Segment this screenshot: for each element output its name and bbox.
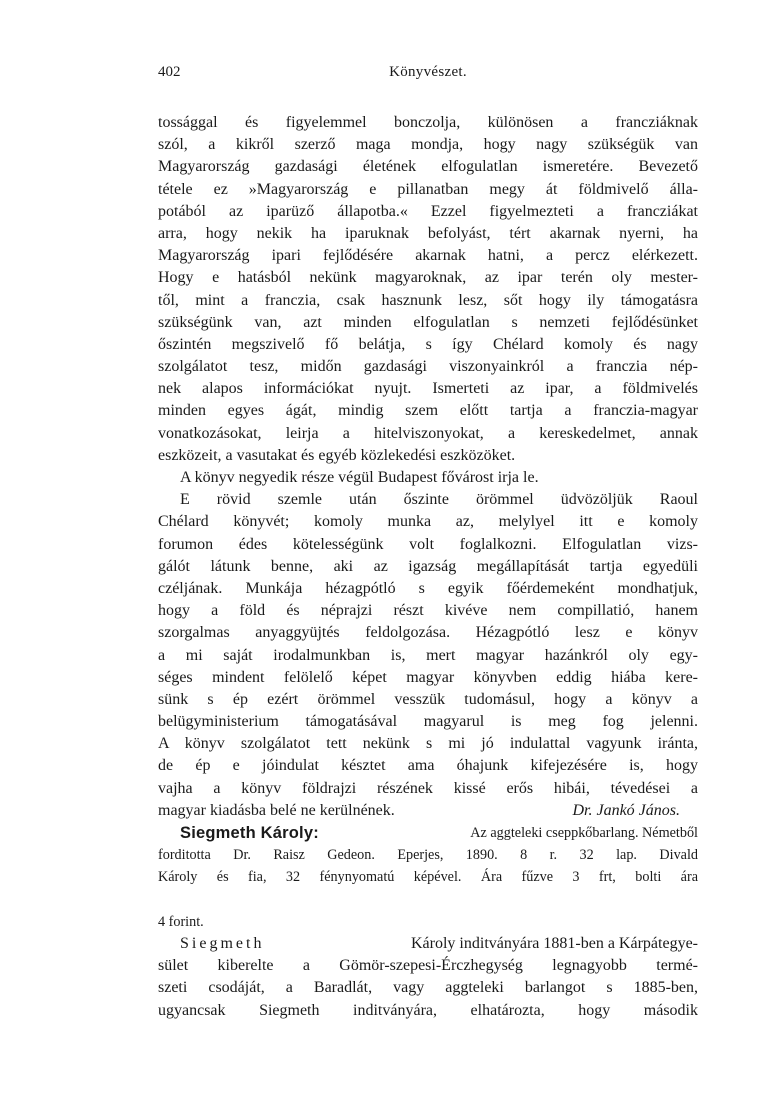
text-line: sület kiberelte a Gömör-szepesi-Érczhegység legnagyobb termé- — [158, 957, 698, 975]
review-closing-line — [158, 800, 698, 822]
running-title: Könyvészet. — [389, 64, 467, 80]
bibliography-line: Károly és fia, 32 fénynyomatú képével. Ára fűzve 3 frt, bolti ára — [158, 869, 698, 886]
text-line: ugyancsak Siegmeth inditványára, elhatározta, hogy második — [158, 1001, 698, 1019]
text-line: től, mint a franczia, csak hasznunk lesz, sőt hogy ily támogatásra — [158, 291, 698, 309]
text-line: szolgálatot tesz, midőn gazdasági viszonyainkról a franczia nép- — [158, 358, 698, 376]
text-line: sünk s ép ezért örömmel vesszük tudomásul, hogy a könyv a — [158, 690, 698, 708]
text-line: a mi saját irodalmunkban is, mert magyar hazánkról oly egy- — [158, 646, 698, 664]
text-line: A könyv negyedik része végül Budapest fővárost irja le. — [180, 469, 539, 486]
text-line: szól, a kikről szerző maga mondja, hogy nagy szükségük van — [158, 136, 698, 154]
body-first-line — [158, 933, 698, 955]
page-header — [158, 64, 698, 86]
bibliography-line: forditotta Dr. Raisz Gedeon. Eperjes, 1890. 8 r. 32 lap. Divald — [158, 847, 698, 864]
text-line: minden egyes ágát, mindig szem előtt tartja a franczia-magyar — [158, 402, 698, 420]
text-line: gálót látunk benne, aki az igazság megállapítását tartja egyedüli — [158, 557, 698, 575]
text-line: szükségünk van, azt minden elfogulatlan s nemzeti fejlődésünket — [158, 313, 698, 331]
review-paragraph-2 — [158, 489, 698, 800]
text-line: vajha a könyv földrajzi részének kissé erős hibái, tévedései a — [158, 779, 698, 797]
text-line: Magyarország gazdasági életének elfogulatlan ismeretére. Bevezető — [158, 158, 698, 176]
text-line: de ép e jóindulat késztet ama óhajunk kifejezésére is, hogy — [158, 757, 698, 775]
text-line: szeti csodáját, a Baradlát, vagy aggteleki barlangot s 1885-ben, — [158, 979, 698, 997]
body-first-line-rest: Károly inditványára 1881-ben a Kárpátegye- — [411, 934, 698, 952]
bibliography-last-line: 4 forint. — [158, 913, 204, 930]
bibliography-entry-first-line — [158, 822, 698, 844]
text-line: E rövid szemle után őszinte örömmel üdvözöljük Raoul — [180, 491, 698, 509]
text-line: eszközeit, a vasutakat és egyéb közlekedési eszközöket. — [158, 446, 516, 464]
page-number: 402 — [158, 64, 181, 80]
text-line: Magyarország ipari fejlődésére akarnak hatni, a percz elérkezett. — [158, 247, 698, 265]
review-paragraph-1 — [158, 112, 698, 467]
text-line: séges mindent felölelő képet magyar könyvben eddig hiába kere- — [158, 668, 698, 686]
text-line: tétele ez »Magyarország e pillanatban megy át földmivelő álla- — [158, 180, 698, 198]
text-line: vonatkozásokat, leirja a hitelviszonyokat, a kereskedelmet, annak — [158, 424, 698, 442]
entry-author: Siegmeth Károly: — [180, 824, 319, 842]
text-line: belügyministerium támogatásával magyarul is meg fog jelenni. — [158, 713, 698, 731]
text-line: Hogy e hatásból nekünk magyaroknak, az ipar terén oly mester- — [158, 269, 698, 287]
text-line: czéljának. Munkája hézagpótló s egyik főérdemeként mondhatjuk, — [158, 579, 698, 597]
body-first-word: Siegmeth — [180, 934, 265, 952]
text-line: őszintén megszivelő fő belátja, s így Chélard komoly és nagy — [158, 335, 698, 353]
text-line: hogy a föld és néprajzi részt kivéve nem compillatió, hanem — [158, 602, 698, 620]
text-line: potából az iparüző állapotba.« Ezzel figyelmezteti a francziákat — [158, 202, 698, 220]
entry-title: Az aggteleki cseppkőbarlang. Németből — [470, 825, 698, 841]
bibliography-line — [158, 889, 698, 911]
text-line: tossággal és figyelemmel bonczolja, különösen a francziáknak — [158, 114, 698, 131]
review-signature: Dr. Jankó János. — [572, 801, 680, 819]
body-paragraph — [158, 955, 698, 1022]
page-body — [158, 112, 698, 1022]
text-line: forumon édes kötelességünk volt foglalkozni. Elfogulatlan vizs- — [158, 535, 698, 553]
text-line: Chélard könyvét; komoly munka az, melylyel itt e komoly — [158, 513, 698, 531]
text-line: A könyv szolgálatot tett nekünk s mi jó indulattal vagyunk iránta, — [158, 735, 698, 753]
text-line-end: magyar kiadásba belé ne kerülnének. — [158, 801, 395, 819]
text-line: nek alapos információkat nyujt. Ismerteti az ipar, a földmivelés — [158, 380, 698, 398]
text-line: arra, hogy nekik ha iparuknak befolyást, tért akarnak nyerni, ha — [158, 224, 698, 242]
text-line: szorgalmas anyaggyüjtés feldolgozása. Hézagpótló lesz e könyv — [158, 624, 698, 642]
